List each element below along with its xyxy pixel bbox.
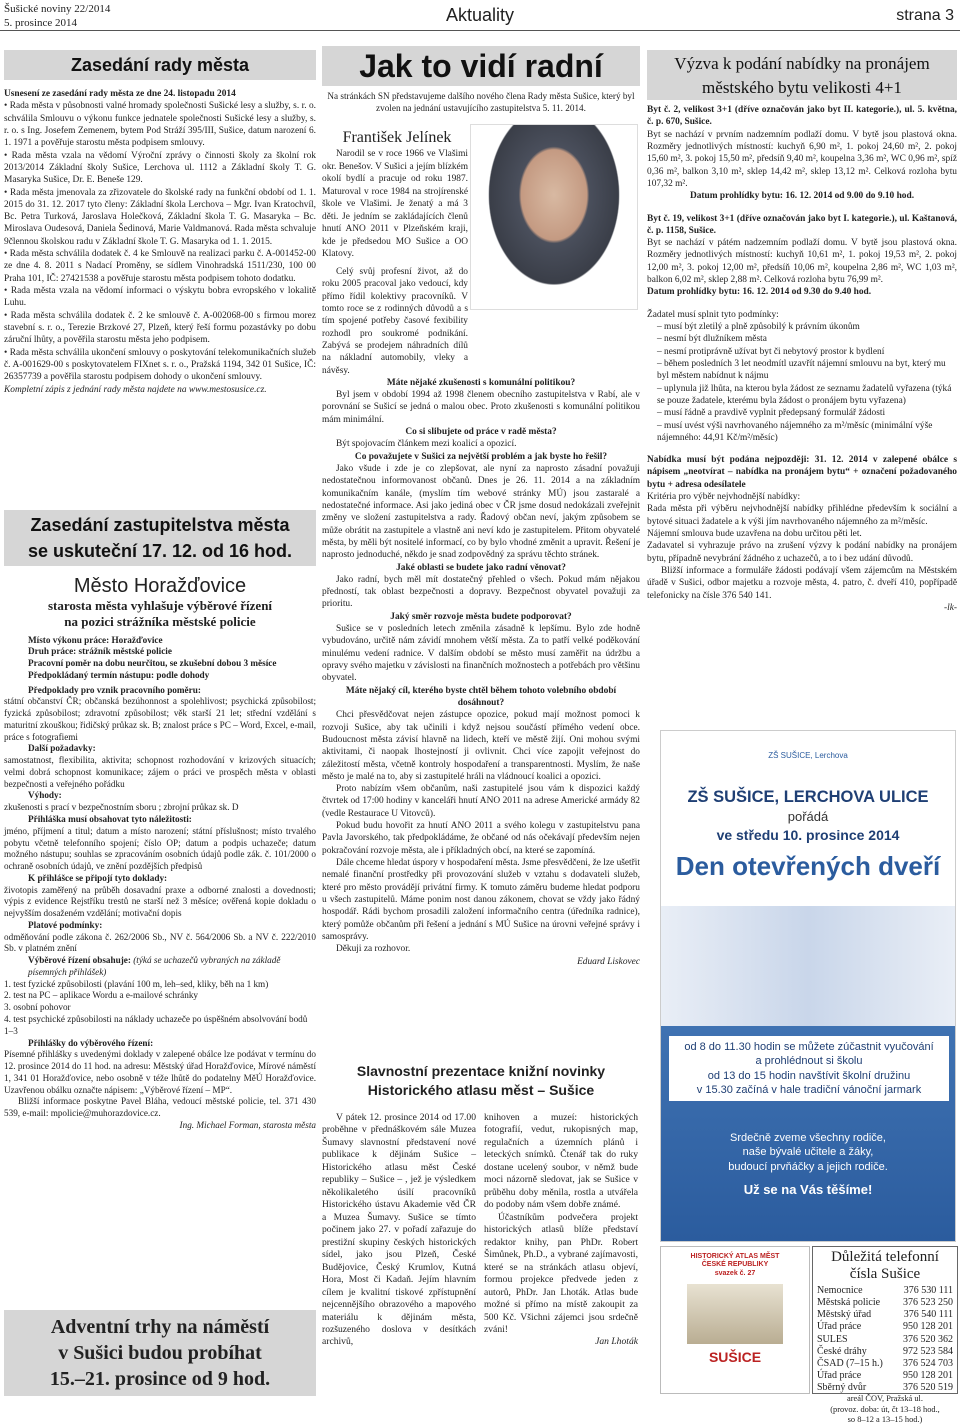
req-item: – musí být zletilý a plně způsobilý k právním úkonům — [657, 322, 860, 332]
horazdovice-fact-4: Předpokládaný termín nástupu: podle dohody — [28, 669, 210, 680]
phone-label: Úřad práce — [817, 1370, 862, 1382]
crit-text: Rada města při výběru nejvhodnější nabídky přihlédne především k sociální a bytové situaci žadatele a k výši jím navrhovaného nájemného za m²/měsíc. — [647, 504, 957, 527]
poster-t8: Už se na Vás těšíme! — [743, 1181, 873, 1197]
poster-school-small: ZŠ SUŠICE, Lerchova — [768, 751, 848, 760]
poster-t1: od 8 do 11.30 hodin se můžete zúčastnit vyučování — [684, 1041, 934, 1053]
horazdovice-fact-1: Místo výkonu práce: Horažďovice — [28, 634, 163, 645]
atlas-title1: Slavnostní prezentace knižní novinky — [356, 1063, 606, 1079]
atlas-heading — [322, 1062, 640, 1100]
req-item: – uplynula již lhůta, na kterou byla žádost ze seznamu žadatelů vyřazena (týká se pouze žadatele, kterému byla žádost o pronájem bytu vyřazena) — [657, 383, 952, 406]
pay-heading: Platové podmínky: — [28, 919, 103, 930]
phone-number: 972 523 584 — [903, 1345, 953, 1357]
advent-banner — [4, 1310, 316, 1396]
poster-porada: pořádá — [787, 808, 829, 824]
phones-list — [817, 1285, 953, 1425]
page-number: strana 3 — [896, 7, 954, 24]
phones-title1: Důležitá telefonní — [831, 1249, 939, 1265]
sel-item-4: 4. test psychické způsobilosti na náklady uchazeče po úspěšném absolvování bodů 1–3 — [4, 1014, 308, 1036]
deliv-heading: Přihlášky do výběrového řízení: — [28, 1037, 154, 1048]
deliv-text: Písemné přihlášky s uvedenými doklady v zalepené obálce lze podávat v termínu do 12. prosince 2014 do 11 hod. na adresu: Městský úřad Horažďovice, Mírové náměstí 1, 341 01 Horažďovice, nebo osobně v téže lhůtě do podatelny MěÚ Horažďovice. Uzavřenou obálku označte nápisem: „Výběrové řízení – MP“. — [4, 1049, 316, 1095]
advent-line2: v Sušici budou probíhat — [58, 1342, 262, 1364]
book-l3: svazek č. 27 — [714, 1269, 756, 1277]
atlas-right-text2: Účastníkům podvečera projekt historických atlasů blíže představí redaktor knihy, pan PhDr. Robert Šimůnek, Ph.D., a vybrané zajímavosti, které se na stránkách atlasu objeví, formou projekce předvede jeden z autorů, PhDr. Jan Lhoták. Atlas bude možné si přímo na místě zakoupit za 500 Kč. Všichni zájemci jsou srdečně zváni! — [484, 1211, 638, 1335]
app-text: jméno, příjmení a titul; datum a místo narození; státní příslušnost; místo trvalého pobytu včetně telefonního spojení; číslo OP; datum a podpis uchazeče; datum možného nástupu; souhlas se zpracováním osobních údajů podle zák. č. 101/2000 o ochraně osobních údajů, ve znění pozdějších předpisů — [4, 825, 316, 872]
sel-item-1: 1. test fyzické způsobilosti (plavání 100 m, leh–sed, kliky, běh na 1 km) — [4, 978, 269, 989]
atlas-book-cover — [660, 1246, 810, 1394]
advent-line1: Adventní trhy na náměstí — [50, 1316, 270, 1338]
req-item: – během posledních 3 let neodmítl uzavřít nájemní smlouvu na byt, který mu byl městem nabídnut k nájmu — [657, 358, 946, 382]
phones-note1: areál ČOV, Pražská ul. — [847, 1394, 923, 1404]
atlas-title2: Historického atlasu měst – Sušice — [367, 1081, 595, 1098]
radni-bio2: Celý svůj profesní život, až do roku 2005 pracoval jako vedoucí, kdy přímo řídil kolektivy pracovníků. V tomto roce se z rodinných důvodů a s tím spojené potřeby časové fexibility rozhodl pro soukromé podnikání. Zabývá se prodejem náhradních dílů na nákladní automobily, vleky a návěsy. — [322, 267, 468, 376]
poster-t5: Srdečně zveme všechny rodiče, — [730, 1132, 886, 1144]
rada-note: Kompletní zápis z jednání rady města najdete na www.mestosusice.cz. — [4, 384, 267, 395]
phone-number: 376 520 362 — [903, 1333, 953, 1345]
other-text: samostatnost, flexibilita, aktivita; schopnost rozhodování v krizových situacích; velmi dobrá schopnost komunikace; zájem o práci ve prospěch města v oblasti bezpečnosti a veřejného pořádku — [4, 755, 316, 789]
qa-a-3: Jako všude i zde je co zlepšovat, ale nyní za naprosto zásadní považuji nedostatečnou informovanost občanů. Dnes je 26. 11. 2014 a na základním komunikačním kanále, (myslím tím webové stránky MÚ) jsou zastaralé a nedostatečné informace. Asi jako jediná obec v ČR jsme dosud nedokázali zveřejnit změny ve složení zastupitelstva a rady. Řadový občan neví, jakým způsobem se může obrátit na zastupitele a vlastně ani neví kdo je zastupitelem. Přitom obyvatelé města, by měli být nositelé informací, co by bylo vhodné změnit a upravit. Řešení je naprosto jednoduché, někdo je snad zodpovědný za správu těchto stránek. — [322, 464, 640, 561]
sel-note: (týká se uchazečů vybraných na základě písemných přihlášek) — [28, 955, 281, 977]
req-list — [647, 321, 957, 444]
phone-label: České dráhy — [817, 1345, 867, 1357]
phones-note3: so 8–12 a 13–15 hod.) — [847, 1414, 923, 1424]
phone-row — [817, 1321, 953, 1333]
issue-date: 5. prosince 2014 — [4, 16, 78, 29]
phone-number: 376 520 519 — [903, 1382, 953, 1394]
radni-intro: Na stránkách SN představujeme dalšího nového člena Rady města Sušice, který byl zvolen na jednání ustavujícího zastupitelstva 5. 11. 2014. — [327, 91, 635, 113]
zastup-line2: se uskuteční 17. 12. od 16 hod. — [27, 541, 293, 561]
qa-a-9: Dále chceme hledat úspory v hospodaření města. Jsme přesvědčeni, že lze ušetřit nemalé finanční prostředky při provozování služeb v vztahu s dodavateli služeb, které pro město provádějí privátní firmy. K tomuto záměru budeme hledat podporu u všech zastupitelů. Máme ponim nost danou zákonem, chovat se vždy jako řádný hospodář. Rádi bychom prosadili založení informačního centra (úředníka radnice), který pomůže občanům při řešení a jednání s MÚ Sušice na úrovni veřejné správy i samosprávy. — [322, 858, 640, 942]
poster-info — [669, 1036, 949, 1101]
crit-head: Kritéria pro výběr nejvhodnější nabídky: — [647, 492, 801, 503]
atlas-left-text: V pátek 12. prosince 2014 od 17.00 proběhne v přednáškovém sále Muzea Šumavy slavnostní představení nové publikace k dějinám Sušice – Historického atlasu měst České republiky – Sušice – , jež je výsledkem několikaletého úsilí pracovníků Historického ústavu Akademie věd ČR a Muzea Šumavy. Sušice se tímto počinem jako 27. v pořadí zařazuje do prestižní skupiny českých historických sídel, jako jsou Plzeň, České Budějovice, Český Krumlov, Kutná Hora, Most či Kadaň. Jejím hlavním cílem je kvalitní tiskové zpřístupnění nejcennějšího obrazového a mapového materiálu k dějinám města, rozšuzeného doslova v desítkách archivů, — [322, 1112, 476, 1348]
open-day-poster — [660, 730, 956, 1242]
att-text: životopis zaměřený na průběh dosavadní praxe a odborné znalosti a dovednosti; výpis z evidence Rejstříku trestů ne starší než 3 měsíce; ověřená kopie dokladu o nejvyšším dosaženém vzdělání; motivační dopis — [4, 884, 316, 919]
phone-row — [817, 1285, 953, 1297]
poster-t2: a prohlédnout si školu — [755, 1055, 863, 1068]
qa-a-7: Proto nabízím všem občanům, naši zastupitelé jsou vám k dispozici každý čtvrtek od 17:00 hodiny v kanceláři hnutí ANO 2011 na adrese Americké armády 82 (vedle Restaurace U Vitovců). — [322, 784, 640, 819]
qa-q-5: Jaký směr rozvoje města budete podporovat? — [390, 611, 572, 622]
req-head: Žadatel musí splnit tyto podmínky: — [647, 309, 779, 320]
phone-label: Sběrný dvůr — [817, 1382, 867, 1394]
rada-para-6: • Rada města schválila dodatek č. 2 ke smlouvě č. A-002068-00 s firmou morez stavební s. r. o., Terezie Brzkové 27, Plzeň, který řeší formu pozastávky po dobu záruční lhůty, a pověřila starostu města jeho podpisem. — [4, 310, 316, 346]
header-rule — [0, 30, 960, 31]
byt2-date: Datum prohlídky bytu: 16. 12. 2014 od 9.30 do 9.40 hod. — [647, 287, 872, 298]
phone-number: 376 523 250 — [903, 1296, 953, 1308]
phone-row — [817, 1370, 953, 1382]
atlas-sign: Jan Lhoták — [595, 1336, 638, 1348]
poster-photo — [661, 906, 955, 1026]
radni-sign: Eduard Liskovec — [577, 956, 640, 967]
rada-para-5: • Rada města vzala na vědomí informaci o výskytu bobra evropského v lokalitě Luhu. — [4, 286, 316, 309]
sel-item-2: 2. test na PC – aplikace Wordu a e-mailové schránky — [4, 990, 199, 1001]
phones-box — [812, 1246, 958, 1424]
adv-heading: Výhody: — [28, 790, 62, 801]
qa-a-10: Děkuji za rozhovor. — [336, 944, 411, 955]
rada-para-2: • Rada města vzala na vědomí Výroční zprávy o činnosti školy za školní rok 2013/2014 Základní školy Sušice, Lerchova ul. 1112 a Základní školy T. G. Masaryka Sušice, Dr. E. Beneše 129. — [4, 150, 316, 186]
rada-heading: Zasedání rady města — [4, 50, 316, 80]
rada-para-3: • Rada města jmenovala za zřizovatele do školské rady na funkční období od 1. 1. 2015 do 31. 12. 2017 tyto členy: Základní škola Lerchova – Mgr. Ivan Kratochvíl, Bc. Petra Turková, Jaroslava Holečková, Základní škola T. G. Masaryka – Bc. Miroslava Oudesová, Daniela Šedinová, Marie Valdmanová. Rada města schvaluje 9člennou školskou radu v Základní škole T. G. Masaryka od 1. 1. 2015. — [4, 187, 316, 247]
poster-invite — [661, 1131, 955, 1199]
radni-interview — [322, 266, 640, 1056]
horazdovice-ad — [4, 574, 316, 1304]
horazdovice-fact-2: Druh práce: strážník městské policie — [28, 646, 172, 657]
rada-para-7: • Rada města schválila ukončení smlouvy o poskytování telekomunikačních služeb č. A-001629-00 s poskytovatelem FIXnet s. r. o., Pražská 1194, 342 01 Sušice, IČ: 26357739 a pověřila starostu podpisem dohody o ukončení smlouvy. — [4, 347, 316, 383]
byt2-head: Byt č. 19, velikost 3+1 (dříve označován jako byt I. kategorie.), ul. Kaštanová, č. p. 1158, Sušice. — [647, 213, 957, 236]
horazdovice-title: Město Horažďovice — [73, 575, 247, 597]
qa-a-2: Být spojovacím článkem mezi koalicí a opozicí. — [336, 439, 517, 450]
masthead-left — [4, 3, 110, 31]
att-heading: K přihlášce se připojí tyto doklady: — [28, 872, 168, 883]
phones-title2: čísla Sušice — [849, 1265, 921, 1282]
advent-line3: 15.–21. prosince od 9 hod. — [49, 1368, 271, 1390]
phone-label: SULES — [817, 1333, 848, 1345]
other-heading: Další požadavky: — [28, 743, 96, 754]
byty-title2: městského bytu velikosti 4+1 — [702, 78, 902, 97]
phone-row — [817, 1309, 953, 1321]
phone-label: Úřad práce — [817, 1321, 862, 1333]
qa-q-2: Co si slibujete od práce v radě města? — [405, 427, 557, 438]
byt2-text: Byt se nachází v pátém nadzemním podlaží domu. V bytě jsou plastová okna. Rozměry jednotlivých místností: kuchyň 10,61 m², 1. pokoj 19,53 m², 2. pokoj 12,00 m², 3. pokoj 12,00 m², předsíň 10,06 m², koupelna 2,86 m², WC 1,03 m², balkon 6,02 m², sklep 2,88 m². Celková rozloha bytu 76,99 m². — [647, 238, 957, 286]
sel-heading: Výběrové řízení obsahuje: — [28, 955, 131, 966]
phone-label: Nemocnice — [817, 1284, 863, 1296]
poster-school: ZŠ SUŠICE, LERCHOVA ULICE — [687, 788, 929, 807]
radni-bio-text: Narodil se v roce 1966 ve Vlašimi okr. Benešov. V Sušici a jejím blízkém okolí bydlí a pracuje od roku 1987. Maturoval v roce 1984 na strojírenské škole ve Vlašimi. Je ženatý a má 3 děti. Je jedním se zakládajících členů hnutí ANO 2011 v Plzeňském kraji, kde je předsedou MO Sušice a OO Klatovy. — [322, 149, 468, 259]
req-item: – nesmí protiprávně užívat byt či nebytový prostor k bydlení — [657, 346, 885, 357]
rada-lead: Usnesení ze zasedání rady města ze dne 24. listopadu 2014 — [4, 89, 236, 99]
req-heading: Předpoklady pro vznik pracovního poměru: — [28, 684, 201, 695]
byt1-text: Byt se nachází v prvním nadzemním podlaží domu. V bytě jsou plastová okna. Rozměry jednotlivých místností: kuchyň 6,90 m², 1. pokoj 24,60 m², 2. pokoj 15,60 m², 3. pokoj 15,50 m², předsíň 9,40 m², koupelna 3,36 m², WC 0,96 m², spíž 0,36 m², balkon 3,10 m², sklep 14,42 m², sklep 13,12 m². Celková rozloha bytu 107,32 m². — [647, 129, 957, 189]
phone-number: 376 524 703 — [903, 1357, 953, 1369]
atlas-right — [484, 1112, 638, 1396]
qa-q-6: Máte nějaký cíl, kterého byste chtěl během tohoto volebního období dosáhnout? — [345, 685, 617, 708]
zastup-line1: Zasedání zastupitelstva města — [30, 515, 290, 535]
atlas-right-text: knihoven a muzeí: historických fotografií, vedut, rukopisných map, regulačních a územních plánů i leteckých snímků. Čtenář tak do ruky dostane ucelený soubor, v němž bude moci názorně sledovat, jak se Sušice v průběhu doby měnila, rostla a utvářela do podoby nám všem dobře známé. — [484, 1112, 638, 1211]
poster-t4: v 15.30 začíná v hale tradiční vánoční jarmark — [696, 1083, 922, 1096]
phone-row — [817, 1297, 953, 1309]
phone-number: 376 530 111 — [903, 1284, 953, 1296]
poster-date: ve středu 10. prosince 2014 — [716, 826, 900, 843]
horazdovice-sign: Ing. Michael Forman, starosta města — [179, 1119, 316, 1130]
byty-sign: -lk- — [943, 602, 957, 613]
req-text: státní občanství ČR; občanská bezúhonnost a spolehlivost; psychická způsobilost; fyzická způsobilost; zdravotní způsobilost; věk starší 21 let; střední vzdělání s maturitní zkouškou; řidičský průkaz sk. B; znalost práce s PC – Word, Excel, e-mail, práce s fotografiemi — [4, 696, 316, 742]
req-item: – musí řádně a pravdivě vyplnit předepsaný formulář žádosti — [657, 408, 886, 419]
poster-t6: naše bývalé učitele a žáky, — [742, 1146, 874, 1159]
adv-text: zkušenosti s prací v bezpečnostním sboru ; zbrojní průkaz sk. D — [4, 802, 239, 813]
byty-info: Bližší informace a formuláře žádosti podávají všem zájemcům na Městském úřadě v Sušici, odbor majetku a rozvoje města, 4. patro, č. dveří 410, popřípadě telefonicky na čísle 376 540 141. — [647, 565, 957, 601]
poster-t7: budoucí prvňáčky a jejich rodiče. — [728, 1160, 888, 1173]
qa-a-5: Sušice se v posledních letech změnila zásadně k lepšímu. Bylo zde hodně vybudováno, určitě nám závidí mnohem větší města. Za to patří velké poděkování minulému vedení radnice. V dalším období se město musí zaměřit na údržbu a opravy svého majetku v závislosti na finančních možnostech a potřebách pro většinu obyvatel. — [322, 624, 640, 684]
poster-t3: od 13 do 15 hodin navštívit školní družinu — [707, 1069, 911, 1082]
phone-number: 376 540 111 — [903, 1309, 953, 1321]
rada-para-1: • Rada města v působnosti valné hromady společnosti Sušické lesy a služby, s. r. o. schválila Smlouvu o výkonu funkce jednatele společnosti Sušické lesy a služby, s. r. o. s Ing. Josefem Zemenem, bytem Pod Stráží 395/III, Sušice, datum narození 6. 1. 1971 a pověřuje starostu města podpisem smlouvy. — [4, 101, 316, 149]
rada-article — [4, 88, 316, 396]
qa-q-4: Jaké oblasti se budete jako radní věnovat? — [396, 562, 566, 573]
byt1-head: Byt č. 2, velikost 3+1 (dříve označován jako byt II. kategorie.), ul. 5. května, č. p. 670, Sušice. — [647, 105, 957, 128]
phone-label: Městský úřad — [817, 1309, 872, 1321]
qa-q-1: Máte nějaké zkušenosti s komunální politikou? — [386, 377, 576, 388]
rada-para-4: • Rada města schválila dodatek č. 4 ke Smlouvě na realizaci parku č. A-001452-00 ze dne 4. 8. 2011 s Nadací Proměny, se sídlem Vinohradská 1511/230, 100 00 Praha 101, IČ: 27421538 a pověřuje starostu města podpisem tohoto dodatku. — [4, 249, 316, 284]
pay-text: odměňování podle zákona č. 262/2006 Sb., NV č. 564/2006 Sb. a NV č. 222/2010 Sb. v platném znění — [4, 931, 316, 954]
qa-a-8: Pokud budu hovořit za hnutí ANO 2011 a svého kolegu v zastupitelstvu pana Pavla Javorského, tak předpokládáme, že občané od nás očekávají především nejen pokračování rozvoje města, ale i příkladných obcí, na které se zapomíná. — [322, 821, 640, 856]
book-city: SUŠICE — [708, 1349, 762, 1366]
zastupitelstvo-banner — [4, 510, 316, 566]
book-l2: ČESKÉ REPUBLIKY — [701, 1261, 769, 1269]
phones-note2: (provoz. doba: út, čt 13–18 hod., — [830, 1404, 940, 1414]
radni-name: František Jelínek — [342, 129, 452, 146]
phone-row — [817, 1334, 953, 1346]
horazdovice-sub2: na pozici strážníka městské policie — [64, 614, 256, 630]
qa-q-3: Co považujete v Sušici za největší problém a jak byste ho řešil? — [354, 451, 608, 462]
byt1-date: Datum prohlídky bytu: 16. 12. 2014 od 9.00 do 9.10 hod. — [689, 191, 915, 202]
radni-heading: Jak to vidí radní — [322, 46, 640, 86]
app-heading: Přihláška musí obsahovat tyto náležitosti: — [28, 813, 192, 824]
section-name: Aktuality — [445, 5, 515, 25]
book-illustration — [687, 1284, 783, 1344]
book-l1: HISTORICKÝ ATLAS MĚST — [690, 1253, 780, 1260]
phone-number: 950 128 201 — [903, 1321, 953, 1333]
sel-item-3: 3. osobní pohovor — [4, 1002, 71, 1013]
qa-a-1: Byl jsem v období 1994 až 1998 členem obecního zastupitelstva v Rabí, ale v porovnání se Sušicí se jedná o malou obec. Proto zkušenosti s komunální politikou mám minimální. — [322, 390, 640, 425]
byty-heading — [647, 50, 957, 100]
paper-name: Šušické noviny 22/2014 — [4, 3, 111, 15]
byty-article — [647, 104, 957, 724]
req-item: – nesmí být dlužníkem města — [657, 334, 767, 345]
reserve-text: Zadavatel si vyhrazuje právo na zrušení výzvy k podání nabídky na pronájem bytu, případně nevybrání žádného z uchazečů, a to i bez udání důvodů. — [647, 541, 957, 564]
horazdovice-sub1: starosta města vyhlašuje výběrové řízení — [47, 598, 273, 613]
qa-a-4: Jako radní, bych měl mít dostatečný přehled o všech. Pokud mám nějakou předností, tak oblast bezpečnosti a dopravy. Bezpečnost obyvatel považuji za prioritu. — [322, 574, 640, 610]
poster-big: Den otevřených dveří — [675, 850, 941, 881]
info-text: Bližší informace poskytne Pavel Bláha, vedoucí městské policie, tel. 371 430 539, e-mail: mpolicie@muhorazdovice.cz. — [4, 1096, 316, 1119]
horazdovice-fact-3: Pracovní poměr na dobu neurčitou, se zkušební dobou 3 měsíce — [28, 658, 277, 669]
open-text: Nájemní smlouva bude uzavřena na dobu určitou pěti let. — [647, 529, 862, 539]
qa-a-6: Chci přesvědčovat nejen zástupce opozice, pokud mají možnost pomoci k rozvoji Sušice, aby tak učinili i když nejsou součástí přímého vedení obce. Budoucnost města závisí hlavně na lidech, kteří ve městě žijí. Oni mohou svými aktivitami, či naopak lhostejností ji ovlivnit. Chci více zapojit veřejnost do záležitostí města, včetně kontroly hospodaření a transparentnosti. Myslím, že naše město je malé na to, aby si zastupitelé hráli na vládnoucí koalici a opozici. — [322, 710, 640, 782]
phone-row — [817, 1382, 953, 1394]
phone-row — [817, 1358, 953, 1370]
phone-row — [817, 1346, 953, 1358]
phone-label: ČSAD (7–15 h.) — [817, 1357, 883, 1369]
atlas-left — [322, 1112, 476, 1396]
phone-number: 950 128 201 — [903, 1370, 953, 1382]
req-item: – musí uvést výši navrhovaného nájemného za m²/měsíc (minimální výše nájemného: 44,91 Kč/m²/měsíc) — [657, 420, 933, 443]
radni-bio — [322, 148, 468, 261]
byty-title1: Výzva k podání nabídky na pronájem — [674, 54, 930, 73]
phone-label: Městská policie — [817, 1296, 881, 1308]
byty-deadline: Nabídka musí být podána nejpozději: 31. 12. 2014 v zalepené obálce s nápisem „neotvírat – nabídka na pronájem bytu“ + označení požadovaného bytu + adresa odesílatele — [647, 455, 957, 490]
